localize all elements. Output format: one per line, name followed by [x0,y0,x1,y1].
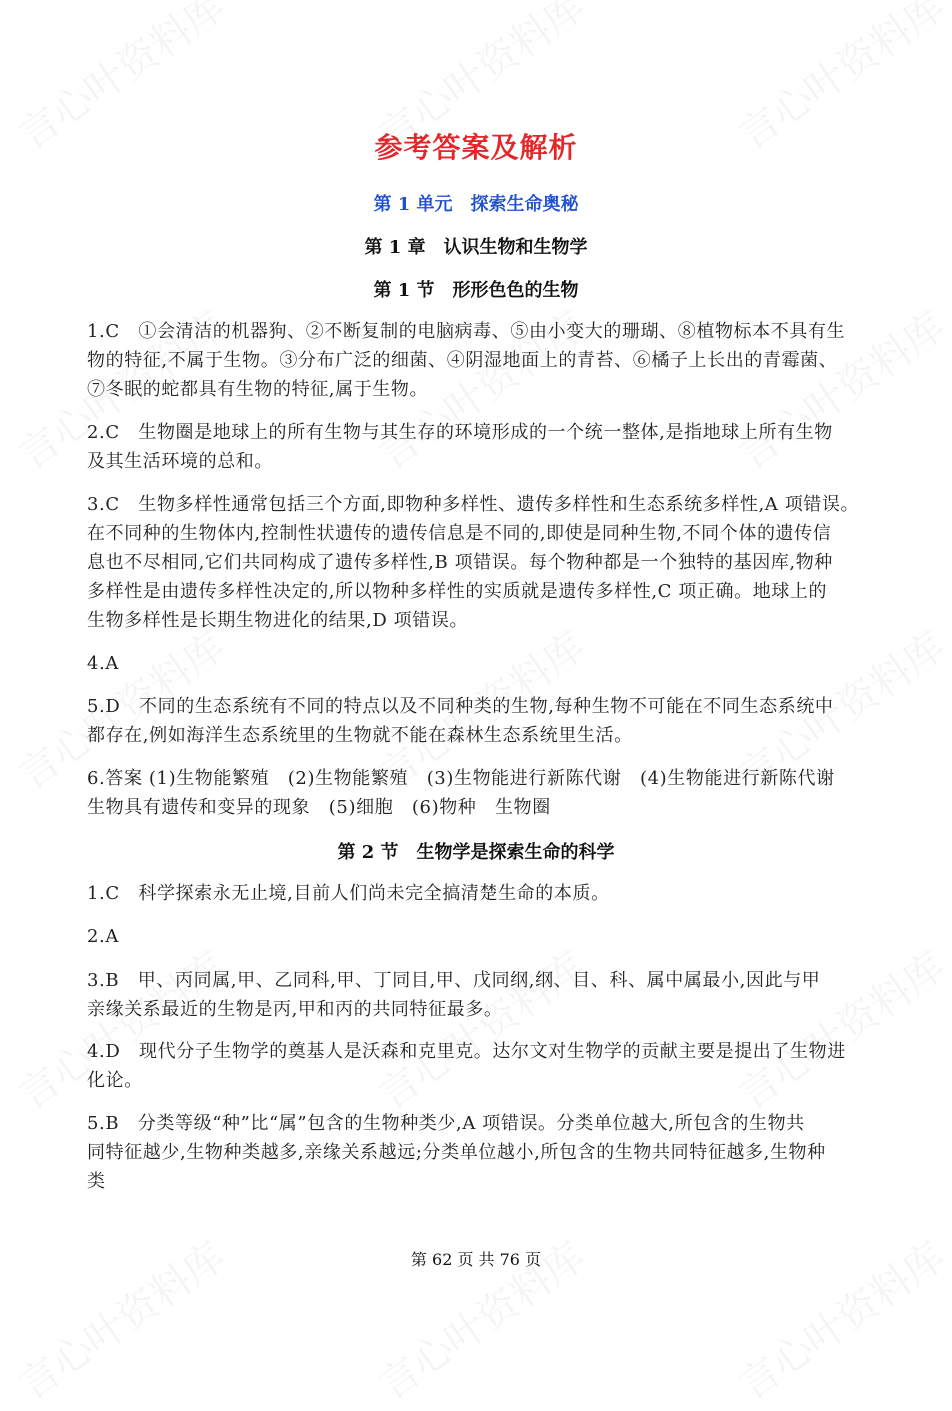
answer-item [87,692,887,750]
answer-item [87,764,887,822]
answer-line: 1.C 科学探索永无止境,目前人们尚未完全搞清楚生命的本质。 [87,883,610,904]
answer-item [87,1037,887,1095]
answer-item [87,1109,887,1196]
answer-line: 5.B 分类等级“种”比“属”包含的生物种类少,A 项错误。分类单位越大,所包含的生物共 [87,1113,805,1134]
answer-item [87,649,887,678]
answer-line: 物的特征,不属于生物。③分布广泛的细菌、④阴湿地面上的青苔、⑥橘子上长出的青霉菌、 [87,350,838,371]
answer-line: 多样性是由遗传多样性决定的,所以物种多样性的实质就是遗传多样性,C 项正确。地球上的 [87,581,828,602]
answer-item [87,418,887,476]
answer-item [87,317,887,404]
answer-item [87,966,887,1024]
answer-line: 4.D 现代分子生物学的奠基人是沃森和克里克。达尔文对生物学的贡献主要是提出了生物进 [87,1041,846,1062]
answer-line: ⑦冬眠的蛇都具有生物的特征,属于生物。 [87,379,429,400]
answer-line: 生物具有遗传和变异的现象 (5)细胞 (6)物种 生物圈 [87,797,551,818]
page-number: 第 62 页 共 76 页 [410,1250,542,1269]
answer-line: 6.答案 (1)生物能繁殖 (2)生物能繁殖 (3)生物能进行新陈代谢 (4)生物能进行新陈代谢 [87,768,835,789]
answer-line: 息也不尽相同,它们共同构成了遗传多样性,B 项错误。每个物种都是一个独特的基因库,物种 [87,552,833,573]
answer-line: 5.D 不同的生态系统有不同的特点以及不同种类的生物,每种生物不可能在不同生态系统中 [87,696,834,717]
answer-line: 都存在,例如海洋生态系统里的生物就不能在森林生态系统里生活。 [87,725,633,746]
answer-line: 及其生活环境的总和。 [87,451,273,472]
answer-line: 3.C 生物多样性通常包括三个方面,即物种多样性、遗传多样性和生态系统多样性,A 项错误。 [87,494,860,515]
answer-item [87,879,887,908]
chapter-heading: 第 1 章 认识生物和生物学 [364,237,588,258]
answer-line: 在不同种的生物体内,控制性状遗传的遗传信息是不同的,即使是同种生物,不同个体的遗传信 [87,523,832,544]
answer-line: 类 [87,1171,106,1192]
section-heading: 第 1 节 形形色色的生物 [373,280,579,301]
answer-line: 生物多样性是长期生物进化的结果,D 项错误。 [87,610,469,631]
answer-line: 化论。 [87,1070,143,1091]
answer-line: 1.C ①会清洁的机器狗、②不断复制的电脑病毒、⑤由小变大的珊瑚、⑧植物标本不具有生 [87,321,846,342]
answer-item [87,922,887,951]
answer-item [87,490,887,635]
section-heading: 第 2 节 生物学是探索生命的科学 [337,842,615,863]
page-title: 参考答案及解析 [374,131,578,164]
answer-line: 2.C 生物圈是地球上的所有生物与其生存的环境形成的一个统一整体,是指地球上所有生物 [87,422,833,443]
answer-line: 同特征越少,生物种类越多,亲缘关系越远;分类单位越小,所包含的生物共同特征越多,生物种 [87,1142,826,1163]
answer-line: 4.A [87,653,119,674]
answer-line: 3.B 甲、丙同属,甲、乙同科,甲、丁同目,甲、戊同纲,纲、目、科、属中属最小,因此与甲 [87,970,821,991]
answer-line: 2.A [87,926,119,947]
answer-line: 亲缘关系最近的生物是丙,甲和丙的共同特征最多。 [87,999,503,1020]
unit-heading: 第 1 单元 探索生命奥秘 [373,194,579,215]
